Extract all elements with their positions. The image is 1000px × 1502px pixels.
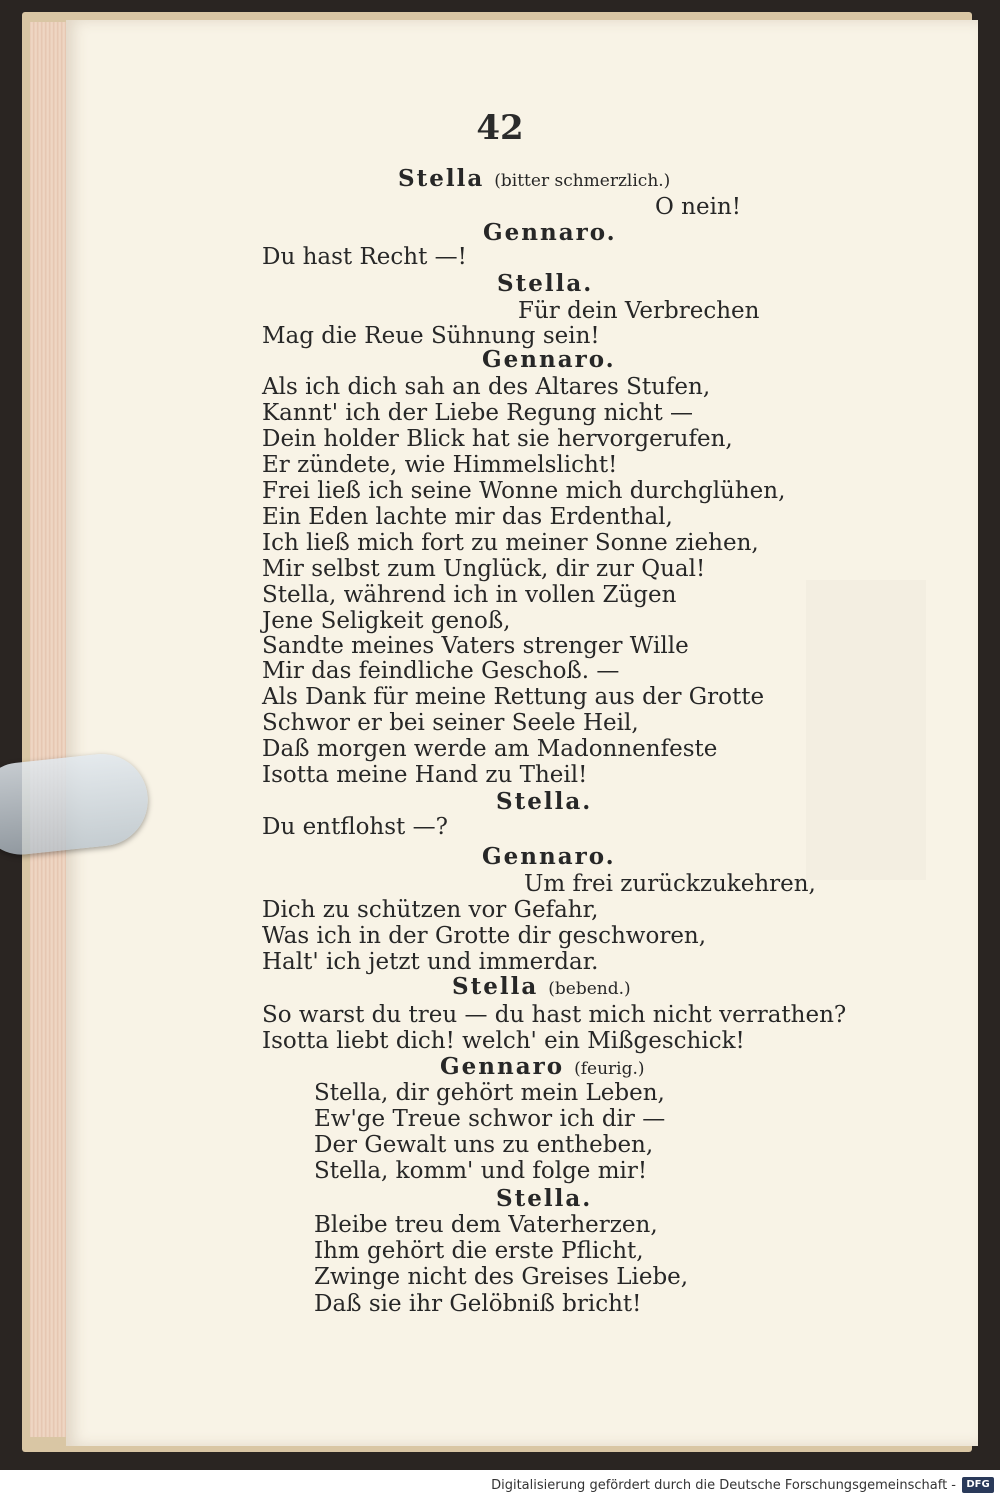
- verse-line: Isotta meine Hand zu Theil!: [262, 762, 588, 788]
- speaker-line: [398, 165, 670, 195]
- verse-line: Isotta liebt dich! welch' ein Mißgeschick!: [262, 1028, 745, 1054]
- verse-line: Ew'ge Treue schwor ich dir —: [314, 1106, 666, 1132]
- verse-line: Was ich in der Grotte dir geschworen,: [262, 923, 707, 949]
- show-through: [806, 580, 926, 880]
- footer-bar: [0, 1470, 1000, 1502]
- verse-line: Ein Eden lachte mir das Erdenthal,: [262, 504, 673, 530]
- verse-line: Der Gewalt uns zu entheben,: [314, 1132, 654, 1158]
- speaker-name: Gennaro: [440, 1053, 565, 1080]
- verse-line: Als ich dich sah an des Altares Stufen,: [262, 374, 711, 400]
- verse-line: Er zündete, wie Himmelslicht!: [262, 452, 618, 478]
- speaker-line: Gennaro.: [482, 843, 616, 870]
- verse-line: Jene Seligkeit genoß,: [262, 608, 511, 634]
- verse-line: Für dein Verbrechen: [518, 298, 760, 324]
- verse-line: Stella, dir gehört mein Leben,: [314, 1080, 665, 1106]
- stage-direction: (bebend.): [548, 979, 631, 999]
- verse-line: Halt' ich jetzt und immerdar.: [262, 949, 599, 975]
- verse-line: Zwinge nicht des Greises Liebe,: [314, 1264, 689, 1290]
- verse-line: Sandte meines Vaters strenger Wille: [262, 633, 689, 659]
- verse-line: Daß morgen werde am Madonnenfeste: [262, 736, 718, 762]
- speaker-line: Stella.: [496, 788, 593, 815]
- stage-direction: (feurig.): [574, 1059, 645, 1079]
- verse-line: Frei ließ ich seine Wonne mich durchglühen,: [262, 478, 786, 504]
- verse-line: Bleibe treu dem Vaterherzen,: [314, 1212, 658, 1238]
- page-number: 42: [476, 108, 524, 148]
- verse-line: So warst du treu — du hast mich nicht verrathen?: [262, 1002, 847, 1028]
- verse-line: Mir selbst zum Unglück, dir zur Qual!: [262, 556, 706, 582]
- verse-line: Um frei zurückzukehren,: [524, 871, 816, 897]
- verse-line: Kannt' ich der Liebe Regung nicht —: [262, 400, 694, 426]
- verse-line: Stella, komm' und folge mir!: [314, 1158, 648, 1184]
- stage-direction: (bitter schmerzlich.): [494, 171, 671, 191]
- speaker-name: Stella: [452, 973, 539, 1000]
- verse-line: Als Dank für meine Rettung aus der Grotte: [262, 684, 765, 710]
- dfg-logo: DFG: [962, 1477, 994, 1493]
- verse-line: Du entflohst —?: [262, 814, 448, 840]
- speaker-line: Stella.: [497, 270, 594, 297]
- verse-line: O nein!: [655, 194, 742, 220]
- verse-line: Mir das feindliche Geschoß. —: [262, 658, 620, 684]
- verse-line: Ich ließ mich fort zu meiner Sonne ziehen,: [262, 530, 759, 556]
- verse-line: Stella, während ich in vollen Zügen: [262, 582, 677, 608]
- verse-line: Dich zu schützen vor Gefahr,: [262, 897, 599, 923]
- verse-line: Mag die Reue Sühnung sein!: [262, 323, 600, 349]
- speaker-line: Stella.: [496, 1185, 593, 1212]
- verse-line: Ihm gehört die erste Pflicht,: [314, 1238, 644, 1264]
- speaker-line: [452, 973, 631, 1003]
- speaker-name: Stella: [398, 165, 485, 192]
- verse-line: Daß sie ihr Gelöbniß bricht!: [314, 1291, 642, 1317]
- verse-line: Schwor er bei seiner Seele Heil,: [262, 710, 639, 736]
- speaker-line: Gennaro.: [482, 346, 616, 373]
- footer-credit: Digitalisierung gefördert durch die Deutsche Forschungsgemeinschaft -: [491, 1478, 956, 1493]
- verse-line: Du hast Recht —!: [262, 244, 467, 270]
- verse-line: Dein holder Blick hat sie hervorgerufen,: [262, 426, 733, 452]
- speaker-line: Gennaro.: [483, 219, 617, 246]
